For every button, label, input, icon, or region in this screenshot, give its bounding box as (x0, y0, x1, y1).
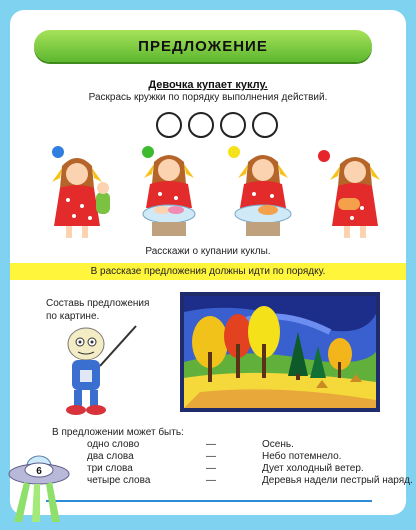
ufo-page-number-icon (6, 448, 72, 526)
may-be-heading: В предложении может быть: (52, 427, 184, 438)
autumn-landscape-picture (180, 292, 380, 412)
compose-instruction (46, 297, 149, 323)
dash: — (206, 463, 216, 474)
pointing-character (60, 322, 140, 418)
circle-3[interactable] (220, 112, 246, 138)
word-count: четыре слова (87, 475, 151, 486)
instruction-text: Раскрась кружки по порядку выполнения действий. (88, 92, 328, 103)
dash: — (206, 439, 216, 450)
coloring-circles (156, 112, 278, 138)
example-sentence: Осень. (262, 439, 294, 450)
footer-line (46, 500, 372, 502)
compose-line-2: по картине. (46, 311, 100, 322)
page-number: 6 (36, 466, 42, 477)
word-count: одно слово (87, 439, 140, 450)
example-sentence: Дует холодный ветер. (262, 463, 364, 474)
circle-1[interactable] (156, 112, 182, 138)
compose-line-1: Составь предложения (46, 298, 150, 309)
title-banner (34, 30, 372, 62)
circle-4[interactable] (252, 112, 278, 138)
dash: — (206, 451, 216, 462)
example-sentence: Деревья надели пестрый наряд. (262, 475, 413, 486)
girl-figure-3 (218, 148, 310, 240)
word-count: два слова (87, 451, 134, 462)
rule-band (10, 263, 406, 280)
girl-figure-1 (32, 148, 124, 240)
example-sentence: Небо потемнело. (262, 451, 342, 462)
tell-story-text: Расскажи о купании куклы. (145, 246, 271, 257)
girl-figure-4 (318, 150, 396, 242)
subtitle: Девочка купает куклу. (148, 79, 268, 91)
rule-text: В рассказе предложения должны идти по порядку. (90, 266, 326, 277)
circle-2[interactable] (188, 112, 214, 138)
page-title: ПРЕДЛОЖЕНИЕ (138, 37, 268, 55)
girl-figure-2 (124, 148, 216, 240)
dash: — (206, 475, 216, 486)
word-count: три слова (87, 463, 133, 474)
